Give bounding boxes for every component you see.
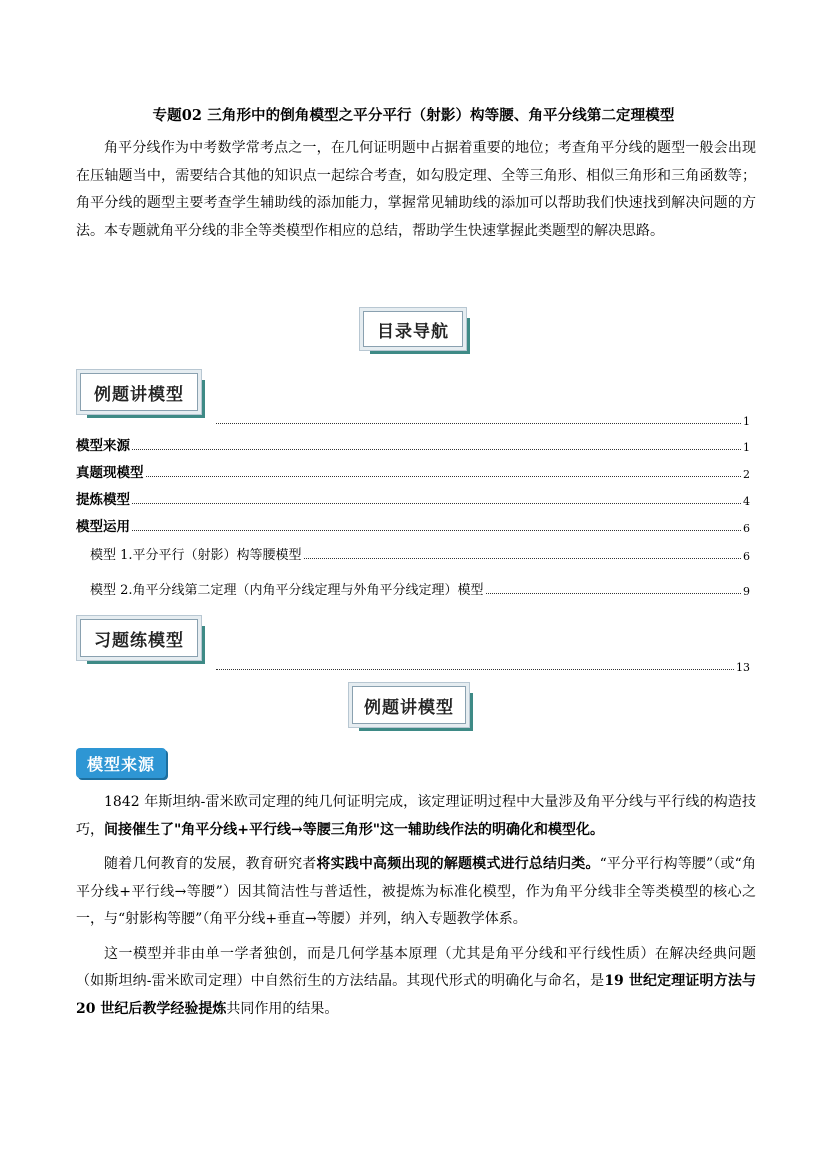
intro-text: 角平分线作为中考数学常考点之一，在几何证明题中占据着重要的地位；考查角平分线的题型一般会出现在压轴题当中，需要结合其他的知识点一起综合考查，如勾股定理、全等三角形、相似三角形和三角函数等；角平分线的题型主要考查学生辅助线的添加能力，掌握常见辅助线的添加可以帮助我们快速找到解决问题的方法。本专题就角平分线的非全等类模型作相应的总结，帮助学生快速掌握此类题型的解决思路。 xyxy=(76,140,756,239)
toc-heading-box xyxy=(363,311,463,347)
toc-entry-model-source[interactable] xyxy=(76,436,750,454)
toc-entry-refine-model[interactable] xyxy=(76,490,750,508)
toc-entry-model-1[interactable] xyxy=(90,545,750,563)
section-heading: 例题讲模型 xyxy=(364,697,454,718)
toc-entry[interactable] xyxy=(214,656,750,674)
toc-entry-model-2[interactable] xyxy=(90,580,750,598)
toc-entry[interactable] xyxy=(214,410,750,428)
toc-label: 真题现模型 xyxy=(76,465,144,481)
paragraph-2: 随着几何教育的发展，教育研究者将实践中高频出现的解题模式进行总结归类。“平分平行构等腰”（或“角平分线+平行线→等腰”）因其简洁性与普适性，被提炼为标准化模型，作为角平分线非全等类模型的核心之一，与“射影构等腰”（角平分线+垂直→等腰）并列，纳入专题教学体系。 xyxy=(76,856,756,927)
toc-label: 模型来源 xyxy=(76,438,130,454)
section-box-examples xyxy=(80,373,198,411)
section-box-examples-label: 例题讲模型 xyxy=(94,384,184,405)
toc-label: 提炼模型 xyxy=(76,492,130,508)
section-box-exercises-label: 习题练模型 xyxy=(94,630,184,651)
body-paragraphs xyxy=(76,789,756,1023)
toc-page-number: 9 xyxy=(743,585,750,598)
toc-label: 模型运用 xyxy=(76,519,130,535)
paragraph-1: 1842 年斯坦纳-雷米欧司定理的纯几何证明完成，该定理证明过程中大量涉及角平分线与平行线的构造技巧，间接催生了"角平分线+平行线→等腰三角形"这一辅助线作法的明确化和模型化。 xyxy=(76,794,756,838)
section-box-exercises xyxy=(80,619,198,657)
toc-page-number: 2 xyxy=(743,468,750,481)
page-title: 专题02 三角形中的倒角模型之平分平行（射影）构等腰、角平分线第二定理模型 xyxy=(152,107,675,124)
toc-label: 模型 1.平分平行（射影）构等腰模型 xyxy=(90,548,302,563)
paragraph-3: 这一模型并非由单一学者独创，而是几何学基本原理（尤其是角平分线和平行线性质）在解决经典问题（如斯坦纳-雷米欧司定理）中自然衍生的方法结晶。其现代形式的明确化与命名，是19 世纪定理证明方法与20 世纪后教学经验提炼共同作用的结果。 xyxy=(76,945,756,1017)
toc-page-number: 4 xyxy=(743,495,750,508)
toc-page-number: 6 xyxy=(743,550,750,563)
toc-page-number: 1 xyxy=(743,441,750,454)
toc-page-number: 6 xyxy=(743,522,750,535)
toc-entry-real-exam[interactable] xyxy=(76,463,750,481)
intro-paragraph xyxy=(76,135,756,245)
toc-heading: 目录导航 xyxy=(377,321,449,342)
section-heading-box xyxy=(352,686,466,724)
toc-page-number: 13 xyxy=(736,661,750,674)
toc-page-number: 1 xyxy=(743,415,750,428)
model-source-tag: 模型来源 xyxy=(76,748,166,778)
toc-label: 模型 2.角平分线第二定理（内角平分线定理与外角平分线定理）模型 xyxy=(90,583,484,598)
toc-entry-model-usage[interactable] xyxy=(76,517,750,535)
